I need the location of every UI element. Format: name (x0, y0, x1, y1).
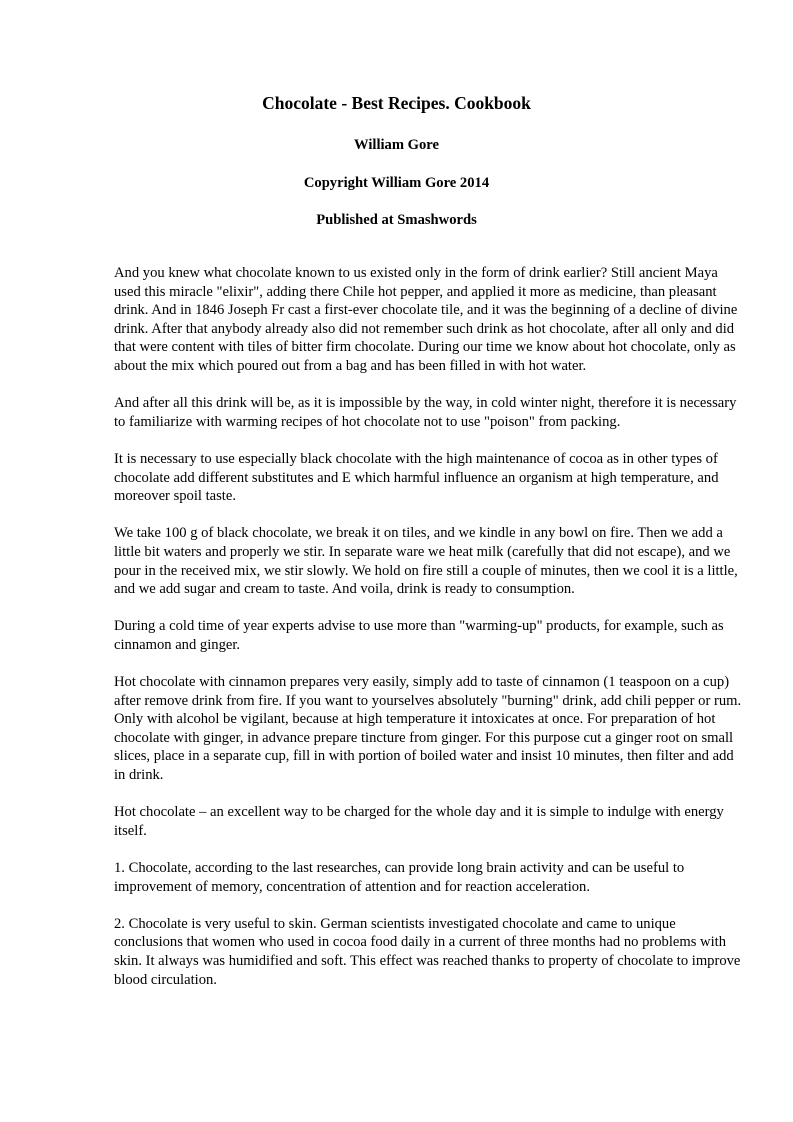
body-text (114, 264, 742, 1008)
paragraph: During a cold time of year experts advise to use more than "warming-up" products, for example, such as cinnamon and ginger. (114, 618, 724, 653)
book-title: Chocolate - Best Recipes. Cookbook (262, 93, 531, 113)
paragraph: We take 100 g of black chocolate, we break it on tiles, and we kindle in any bowl on fire. Then we add a little bit waters and properly we stir. In separate ware we heat milk (carefully that did not escape), and we pour in the received mix, we stir slowly. We hold on fire still a couple of minutes, then we cool it is a little, and we add sugar and cream to taste. And voila, drink is ready to consumption. (114, 525, 738, 598)
paragraph: 1. Chocolate, according to the last researches, can provide long brain activity and can be useful to improvement of memory, concentration of attention and for reaction acceleration. (114, 860, 685, 895)
paragraph: Hot chocolate – an excellent way to be charged for the whole day and it is simple to indulge with energy itself. (114, 804, 724, 839)
paragraph: 2. Chocolate is very useful to skin. German scientists investigated chocolate and came to unique conclusions that women who used in cocoa food daily in a current of three months had no problems with skin. It always was humidified and soft. This effect was reached thanks to property of chocolate to improve blood circulation. (114, 915, 741, 988)
copyright-line: Copyright William Gore 2014 (303, 175, 490, 191)
paragraph: And you knew what chocolate known to us existed only in the form of drink earlier? Still ancient Maya used this miracle "elixir", adding there Chile hot pepper, and applied it more as medicine, than pleasant drink. And in 1846 Joseph Fr cast a first-ever chocolate tile, and it was the beginning of a decline of divine drink. After that anybody already also did not remember such drink as hot chocolate, after all only and did that were content with tiles of bitter firm chocolate. During our time we know about hot chocolate, only as about the mix which poured out from a bag and has been filled in with hot water. (114, 265, 738, 374)
author-line: William Gore (354, 137, 439, 153)
published-line: Published at Smashwords (316, 212, 477, 228)
paragraph: Hot chocolate with cinnamon prepares very easily, simply add to taste of cinnamon (1 teaspoon on a cup) after remove drink from fire. If you want to yourselves absolutely "burning" drink, add chili pepper or rum. Only with alcohol be vigilant, because at high temperature it intoxicates at once. For preparation of hot chocolate with ginger, in advance prepare tincture from ginger. For this purpose cut a ginger root on small slices, place in a separate cup, fill in with portion of boiled water and insist 10 minutes, then filter and add in drink. (114, 674, 742, 784)
paragraph: It is necessary to use especially black chocolate with the high maintenance of cocoa as in other types of chocolate add different substitutes and E which harmful influence an organism at high temperature, and moreover spoil taste. (114, 450, 719, 505)
paragraph: And after all this drink will be, as it is impossible by the way, in cold winter night, therefore it is necessary to familiarize with warming recipes of hot chocolate not to use "poison" from packing. (114, 395, 737, 430)
